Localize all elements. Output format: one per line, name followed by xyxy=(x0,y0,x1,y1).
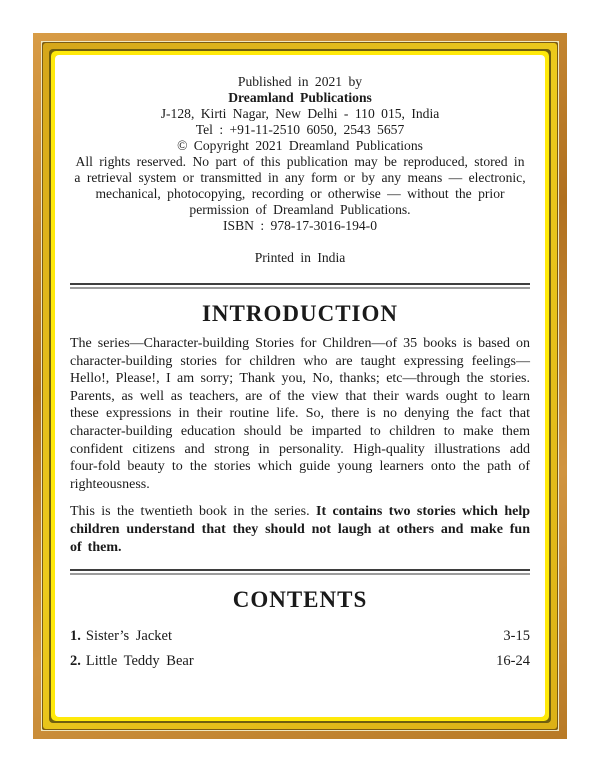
frame-gold-band xyxy=(43,43,557,729)
publisher-telephone: Tel : +91-11-2510 6050, 2543 5657 xyxy=(195,122,405,137)
frame-olive-line xyxy=(49,49,551,723)
toc-entry-pages: 3-15 xyxy=(503,628,530,645)
table-of-contents xyxy=(70,628,530,670)
rights-notice: All rights reserved. No part of this publication may be reproduced, stored in a retrieval system or transmitted in any form or by any means — electronic, mechanical, photocopying, recording or otherwise — without the prior permission of Dreamland Publications. xyxy=(74,154,526,217)
toc-row xyxy=(70,653,530,670)
frame-yellow-band xyxy=(51,51,549,721)
imprint-block xyxy=(70,74,530,266)
double-rule-divider-top xyxy=(70,283,530,289)
frame-dark-line xyxy=(42,42,558,730)
toc-entry-pages: 16-24 xyxy=(496,653,530,670)
toc-entry xyxy=(70,628,172,645)
introduction-paragraph-2 xyxy=(70,503,530,556)
toc-entry-title: Sister’s Jacket xyxy=(85,628,172,645)
introduction-paragraph-1: The series—Character-building Stories for Children—of 35 books is based on character-building stories for children who are taught expressing feelings—Hello!, Please!, I am sorry; Thank you, No, thanks; etc—through the stories. Parents, as well as teachers, are of the view that their wards ought to learn these expressions in their routine life. So, there is no denying the fact that character-building education should be imparted to children to make them confident citizens and strong in personality. High-quality illustrations add four-fold beauty to the stories which guide young learners onto the path of righteousness. xyxy=(70,336,530,492)
isbn-line: ISBN : 978-17-3016-194-0 xyxy=(222,218,377,233)
contents-heading: CONTENTS xyxy=(232,587,368,613)
printed-in-line: Printed in India xyxy=(254,250,346,265)
toc-entry-title: Little Teddy Bear xyxy=(85,653,194,670)
published-line: Published in 2021 by xyxy=(237,74,363,89)
toc-entry xyxy=(70,653,194,670)
copyright-line: © Copyright 2021 Dreamland Publications xyxy=(177,138,423,153)
double-rule-divider-bottom xyxy=(70,569,530,575)
toc-entry-number: 2. xyxy=(70,653,81,670)
toc-entry-number: 1. xyxy=(70,628,81,645)
introduction-heading: INTRODUCTION xyxy=(201,301,399,326)
decorative-frame-outer xyxy=(33,33,567,739)
frame-pale-line xyxy=(41,41,559,731)
paragraph-2-normal-text: This is the twentieth book in the series. xyxy=(70,504,316,520)
page-content xyxy=(55,55,545,717)
publisher-address: J-128, Kirti Nagar, New Delhi - 110 015, India xyxy=(160,106,440,121)
toc-row xyxy=(70,628,530,645)
publisher-name: Dreamland Publications xyxy=(228,90,372,105)
paragraph-2-bold-text: It contains two stories which help children understand that they should not laugh at others and make fun of them. xyxy=(70,504,531,555)
